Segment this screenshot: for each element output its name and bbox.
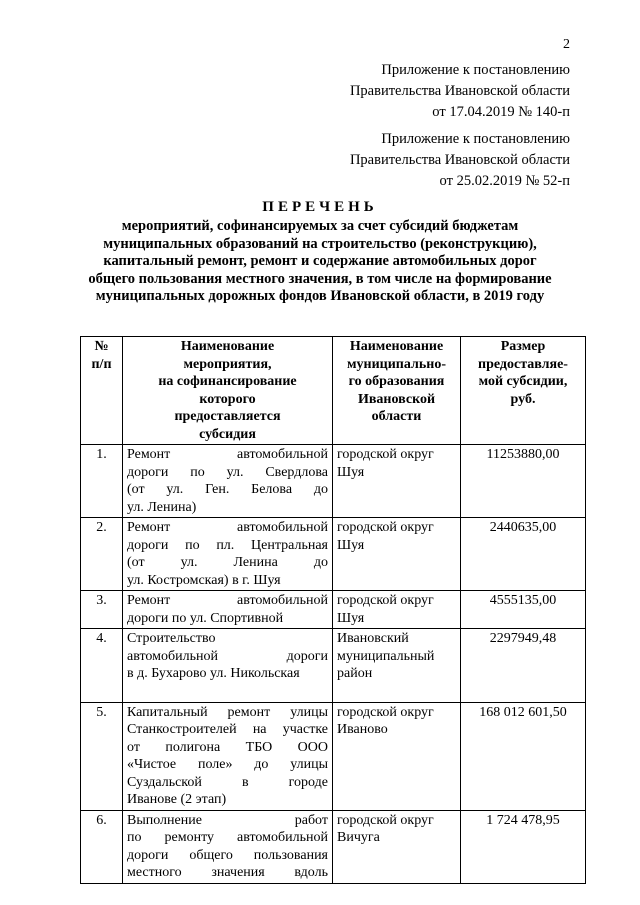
- municipality-line: муниципальный: [337, 648, 435, 664]
- row-number: 2.: [81, 518, 123, 591]
- subsidy-amount: 2440635,00: [461, 518, 586, 591]
- measure-line: автомобильной дороги: [127, 648, 328, 664]
- appendix-line: Приложение к постановлению: [381, 131, 570, 147]
- header-line: муниципально-: [347, 356, 446, 372]
- appendix-line: от 17.04.2019 № 140-п: [432, 104, 570, 120]
- header-line: предоставляе-: [478, 356, 568, 372]
- appendix-reference-current: [270, 60, 570, 123]
- measure-name: [123, 810, 333, 883]
- subsidy-amount: 4555135,00: [461, 591, 586, 629]
- header-line: Наименование: [349, 339, 444, 354]
- measure-line: Ремонт автомобильной: [127, 593, 328, 608]
- subtitle-line: муниципальных образований на строительство (реконструкцию),: [103, 235, 537, 252]
- table-row: [81, 445, 586, 518]
- municipality-line: Ивановский: [337, 631, 409, 646]
- header-number: [81, 337, 123, 445]
- municipality-name: [333, 629, 461, 703]
- header-line: Ивановской: [357, 391, 436, 407]
- measure-name: [123, 445, 333, 518]
- subsidy-amount: 1 724 478,95: [461, 810, 586, 883]
- table-row: [81, 702, 586, 810]
- measure-line: дороги по пл. Центральная: [127, 537, 328, 553]
- document-subtitle: [70, 218, 570, 306]
- municipality-line: район: [337, 666, 373, 681]
- municipality-line: Иваново: [337, 722, 388, 737]
- subtitle-line: мероприятий, софинансируемых за счет субсидий бюджетам: [121, 218, 519, 234]
- table-header-row: [81, 337, 586, 445]
- appendix-line: Приложение к постановлению: [381, 62, 570, 78]
- row-number: 3.: [81, 591, 123, 629]
- measure-line: дороги по ул. Свердлова: [127, 464, 328, 480]
- measure-line: ул. Ленина): [127, 499, 197, 515]
- municipality-name: [333, 810, 461, 883]
- municipality-line: городской округ: [337, 447, 434, 462]
- subsidy-amount: 2297949,48: [461, 629, 586, 703]
- subtitle-line: муниципальных дорожных фондов Ивановской области, в 2019 году: [95, 288, 545, 304]
- measure-line: от полигона ТБО ООО: [127, 739, 328, 755]
- municipality-line: Вичуга: [337, 830, 380, 845]
- measure-line: Выполнение работ: [127, 812, 328, 828]
- table-row: [81, 810, 586, 883]
- subtitle-line: общего пользования местного значения, в том числе на формирование: [88, 270, 552, 287]
- appendix-line: Правительства Ивановской области: [349, 152, 570, 168]
- measure-line: (от ул. Ген. Белова до: [127, 482, 328, 497]
- header-line: п/п: [91, 356, 112, 372]
- measure-line: Ремонт автомобильной: [127, 520, 328, 535]
- measure-line: ул. Костромская) в г. Шуя: [127, 572, 281, 588]
- municipality-line: городской округ: [337, 520, 434, 535]
- header-line: на софинансирование: [158, 374, 297, 389]
- measure-name: [123, 591, 333, 629]
- measure-line: (от ул. Ленина до: [127, 555, 328, 570]
- municipality-name: [333, 445, 461, 518]
- measure-line: Суздальской в городе: [127, 774, 328, 790]
- municipality-line: городской округ: [337, 704, 434, 720]
- measure-line: Капитальный ремонт улицы: [127, 704, 328, 720]
- measure-line: дороги по ул. Спортивной: [127, 610, 284, 626]
- municipality-line: городской округ: [337, 593, 434, 608]
- measure-line: дороги общего пользования: [127, 847, 328, 863]
- measure-line: Иванове (2 этап): [127, 792, 227, 807]
- header-line: субсидия: [199, 426, 256, 442]
- measure-line: по ремонту автомобильной: [127, 830, 328, 845]
- header-line: Наименование: [180, 339, 275, 354]
- municipality-line: Шуя: [337, 537, 365, 553]
- header-line: предоставляется: [174, 409, 281, 424]
- measure-line: местного значения вдоль: [127, 865, 328, 880]
- municipality-name: [333, 518, 461, 591]
- table-row: [81, 518, 586, 591]
- row-number: 4.: [81, 629, 123, 703]
- header-municipality: [333, 337, 461, 445]
- subtitle-line: капитальный ремонт, ремонт и содержание автомобильных дорог: [103, 253, 537, 269]
- header-subsidy-amount: [461, 337, 586, 445]
- measure-line: Станкостроителей на участке: [127, 722, 328, 737]
- page-number: 2: [563, 37, 570, 52]
- appendix-line: от 25.02.2019 № 52-п: [439, 173, 570, 189]
- measure-name: [123, 518, 333, 591]
- measure-line: «Чистое поле» до улицы: [127, 757, 328, 772]
- header-line: области: [371, 409, 422, 424]
- header-line: Размер: [500, 339, 546, 354]
- measures-table: [80, 336, 586, 884]
- header-line: №: [94, 339, 109, 354]
- municipality-name: [333, 591, 461, 629]
- table-row: [81, 629, 586, 703]
- measure-name: [123, 629, 333, 703]
- measure-line: Ремонт автомобильной: [127, 447, 328, 462]
- header-line: руб.: [510, 391, 536, 407]
- appendix-line: Правительства Ивановской области: [349, 83, 570, 99]
- municipality-line: Шуя: [337, 464, 365, 480]
- header-line: го образования: [348, 374, 445, 389]
- subsidy-amount: 11253880,00: [461, 445, 586, 518]
- measure-line: Строительство: [127, 631, 216, 646]
- header-line: мероприятия,: [183, 356, 272, 372]
- row-number: 6.: [81, 810, 123, 883]
- municipality-name: [333, 702, 461, 810]
- measure-name: [123, 702, 333, 810]
- measure-line: в д. Бухарово ул. Никольская: [127, 666, 300, 681]
- header-line: которого: [199, 391, 256, 407]
- row-number: 5.: [81, 702, 123, 810]
- row-number: 1.: [81, 445, 123, 518]
- municipality-line: Шуя: [337, 610, 365, 626]
- document-title: ПЕРЕЧЕНЬ: [262, 199, 378, 215]
- appendix-reference-original: [270, 129, 570, 192]
- header-measure-name: [123, 337, 333, 445]
- subsidy-amount: 168 012 601,50: [461, 702, 586, 810]
- header-line: мой субсидии,: [478, 374, 568, 389]
- table-row: [81, 591, 586, 629]
- municipality-line: городской округ: [337, 812, 434, 828]
